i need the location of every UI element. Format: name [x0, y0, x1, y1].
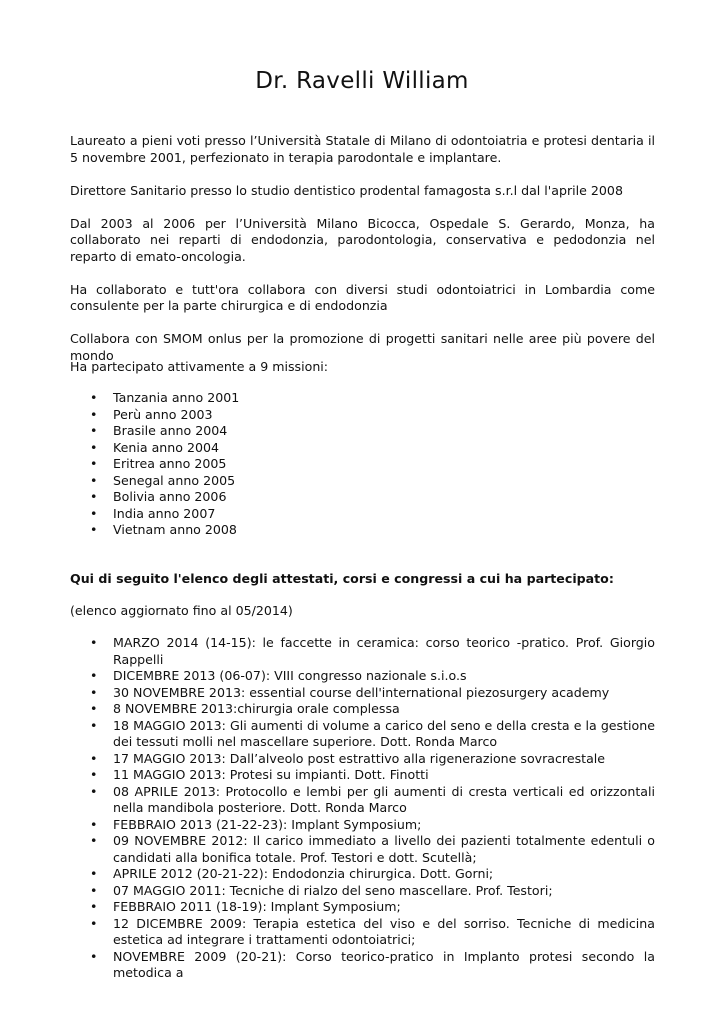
- bio-paragraphs: [70, 133, 655, 381]
- mission-item: • Vietnam anno 2008: [70, 522, 655, 539]
- missions-intro: Ha partecipato attivamente a 9 missioni:: [70, 359, 329, 374]
- course-item: • 18 MAGGIO 2013: Gli aumenti di volume a carico del seno e della cresta e la gestione dei tessuti molli nel mascellare superiore. Dott. Ronda Marco: [70, 718, 655, 751]
- courses-heading: Qui di seguito l'elenco degli attestati, corsi e congressi a cui ha partecipato:: [70, 571, 614, 586]
- missions-list: [70, 390, 655, 539]
- bio-paragraph: Laureato a pieni voti presso l’Università Statale di Milano di odontoiatria e protesi dentaria il 5 novembre 2001, perfezionato in terapia parodontale e implantare.: [70, 133, 655, 165]
- course-item: • 09 NOVEMBRE 2012: Il carico immediato a livello dei pazienti totalmente edentuli o candidati alla bonifica totale. Prof. Testori e dott. Scutellà;: [70, 833, 655, 866]
- course-item: • 17 MAGGIO 2013: Dall’alveolo post estrattivo alla rigenerazione sovracrestale: [70, 751, 655, 768]
- mission-item: • Perù anno 2003: [70, 407, 655, 424]
- bio-paragraph: Collabora con SMOM onlus per la promozione di progetti sanitari nelle aree più povere del mondo: [70, 331, 655, 363]
- courses-updated-note: (elenco aggiornato fino al 05/2014): [70, 603, 293, 618]
- course-item: • 8 NOVEMBRE 2013:chirurgia orale complessa: [70, 701, 655, 718]
- course-item: • FEBBRAIO 2011 (18-19): Implant Symposium;: [70, 899, 655, 916]
- mission-item: • Eritrea anno 2005: [70, 456, 655, 473]
- mission-item: • Brasile anno 2004: [70, 423, 655, 440]
- course-item: • 07 MAGGIO 2011: Tecniche di rialzo del seno mascellare. Prof. Testori;: [70, 883, 655, 900]
- course-item: • DICEMBRE 2013 (06-07): VIII congresso nazionale s.i.o.s: [70, 668, 655, 685]
- course-item: • APRILE 2012 (20-21-22): Endodonzia chirurgica. Dott. Gorni;: [70, 866, 655, 883]
- course-item: • 30 NOVEMBRE 2013: essential course dell'international piezosurgery academy: [70, 685, 655, 702]
- course-item: • 11 MAGGIO 2013: Protesi su impianti. Dott. Finotti: [70, 767, 655, 784]
- course-item: • MARZO 2014 (14-15): le faccette in ceramica: corso teorico -pratico. Prof. Giorgio Rappelli: [70, 635, 655, 668]
- bio-paragraph: Dal 2003 al 2006 per l’Università Milano Bicocca, Ospedale S. Gerardo, Monza, ha collaborato nei reparti di endodonzia, parodontologia, conservativa e pedodonzia nel reparto di emato-oncologia.: [70, 215, 655, 264]
- course-item: • FEBBRAIO 2013 (21-22-23): Implant Symposium;: [70, 817, 655, 834]
- mission-item: • Bolivia anno 2006: [70, 489, 655, 506]
- mission-item: • Tanzania anno 2001: [70, 390, 655, 407]
- mission-item: • Kenia anno 2004: [70, 440, 655, 457]
- mission-item: • Senegal anno 2005: [70, 473, 655, 490]
- course-item: • NOVEMBRE 2009 (20-21): Corso teorico-pratico in Implanto protesi secondo la metodica a: [70, 949, 655, 982]
- course-item: • 08 APRILE 2013: Protocollo e lembi per gli aumenti di cresta verticali ed orizzontali nella mandibola posteriore. Dott. Ronda Marco: [70, 784, 655, 817]
- courses-list: [70, 635, 655, 982]
- course-item: • 12 DICEMBRE 2009: Terapia estetica del viso e del sorriso. Tecniche di medicina estetica ad integrare i trattamenti odontoiatrici;: [70, 916, 655, 949]
- bio-paragraph: Ha collaborato e tutt'ora collabora con diversi studi odontoiatrici in Lombardia come consulente per la parte chirurgica e di endodonzia: [70, 281, 655, 313]
- page-title: Dr. Ravelli William: [255, 68, 469, 94]
- bio-paragraph: Direttore Sanitario presso lo studio dentistico prodental famagosta s.r.l dal l'aprile 2008: [70, 182, 623, 198]
- mission-item: • India anno 2007: [70, 506, 655, 523]
